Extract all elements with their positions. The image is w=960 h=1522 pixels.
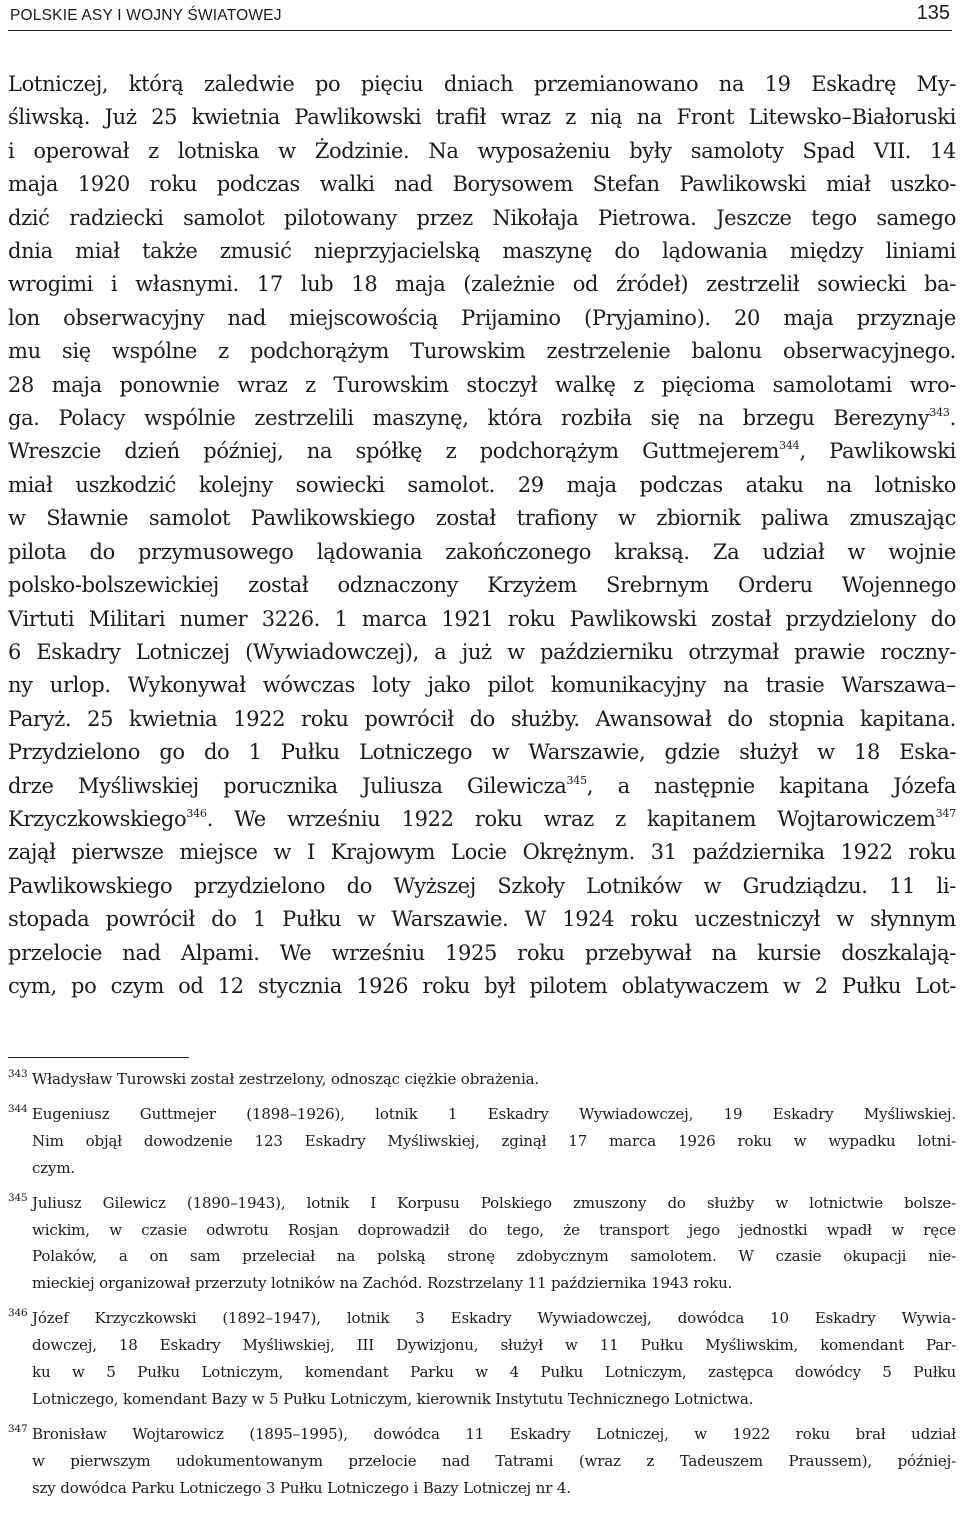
footnote-line: Józef Krzyczkowski (1892–1947), lotnik 3 Eskadry Wywiadowczej, dowódca 10 Eskadry Wywia- bbox=[32, 1309, 956, 1328]
body-text-segment: Wreszcie dzień później, na spółkę z podchorążym Guttmejerem bbox=[8, 439, 780, 464]
body-line: Lotniczej, którą zaledwie po pięciu dniach przemianowano na 19 Eskadrę My- bbox=[8, 72, 956, 96]
footnote-line: w pierwszym udokumentowanym przelocie nad Tatrami (wraz z Tadeuszem Praussem), później- bbox=[32, 1451, 956, 1470]
body-line: śliwską. Już 25 kwietnia Pawlikowski trafił wraz z nią na Front Litewsko–Białoruski bbox=[8, 105, 956, 130]
body-line: pilota do przymusowego lądowania zakończonego kraksą. Za udział w wojnie bbox=[8, 539, 956, 564]
body-line: ny urlop. Wykonywał wówczas loty jako pilot komunikacyjny na trasie Warszawa– bbox=[8, 673, 956, 698]
body-line: zajął pierwsze miejsce w I Krajowym Locie Okrężnym. 31 października 1922 roku bbox=[8, 840, 956, 865]
footnote-line: Bronisław Wojtarowicz (1895–1995), dowódca 11 Eskadry Lotniczej, w 1922 roku brał udział bbox=[32, 1424, 956, 1443]
body-line: mu się wspólne z podchorążym Turowskim zestrzelenie balonu obserwacyjnego. bbox=[8, 339, 956, 364]
body-text-segment: , a następnie kapitana Józefa bbox=[586, 773, 956, 798]
body-line bbox=[8, 402, 956, 435]
body-line: cym, po czym od 12 stycznia 1926 roku był pilotem oblatywaczem w 2 Pułku Lot- bbox=[8, 973, 956, 998]
body-line bbox=[8, 770, 956, 803]
footnote-line: czym. bbox=[32, 1158, 76, 1177]
footnote-ref-343: 343 bbox=[929, 406, 950, 420]
footnote-line: ku w 5 Pułku Lotniczym, komendant Parku w 4 Pułku Lotniczym, zastępca dowódcy 5 Pułku bbox=[32, 1363, 956, 1382]
body-line: Pawlikowskiego przydzielono do Wyższej Szkoły Lotników w Grudziądzu. 11 li- bbox=[8, 873, 956, 898]
footnote-line: Nim objął dowodzenie 123 Eskadry Myśliwskiej, zginął 17 marca 1926 roku w wypadku lotni- bbox=[32, 1131, 956, 1150]
footnote-ref-347: 347 bbox=[935, 806, 956, 820]
footnotes bbox=[8, 1066, 956, 1510]
body-line: 28 maja ponownie wraz z Turowskim stoczył walkę z pięcioma samolotami wro- bbox=[8, 372, 956, 397]
footnote-line: dowczej, 18 Eskadry Myśliwskiej, III Dywizjonu, służył w 11 Pułku Myśliwskim, komendant Par- bbox=[32, 1336, 956, 1355]
footnote-line: szy dowódca Parku Lotniczego 3 Pułku Lotniczego i Bazy Lotniczej nr 4. bbox=[32, 1478, 571, 1497]
body-line: w Sławnie samolot Pawlikowskiego został trafiony w zbiornik paliwa zmuszając bbox=[8, 506, 956, 531]
footnote-number: 343 bbox=[8, 1068, 28, 1080]
footnote-number: 347 bbox=[8, 1422, 28, 1435]
body-line: 6 Eskadry Lotniczej (Wywiadowczej), a już w październiku otrzymał prawie roczny- bbox=[8, 639, 956, 664]
body-line: wrogimi i własnymi. 17 lub 18 maja (zależnie od źródeł) zestrzelił sowiecki ba- bbox=[8, 272, 956, 297]
footnote-ref-344: 344 bbox=[779, 439, 800, 453]
body-text-segment: . bbox=[949, 406, 956, 431]
body-line: maja 1920 roku podczas walki nad Borysowem Stefan Pawlikowski miał uszko- bbox=[8, 172, 956, 197]
body-line: polsko-bolszewickiej został odznaczony Krzyżem Srebrnym Orderu Wojennego bbox=[8, 573, 956, 598]
page-number: 135 bbox=[916, 2, 950, 24]
body-line: Virtuti Militari numer 3226. 1 marca 1921 roku Pawlikowski został przydzielony do bbox=[8, 606, 956, 631]
body-line: dnia miał także zmusić nieprzyjacielską maszynę do lądowania między liniami bbox=[8, 239, 956, 264]
footnote-line: Władysław Turowski został zestrzelony, odnosząc ciężkie obrażenia. bbox=[32, 1070, 540, 1088]
body-text-segment: drze Myśliwskiej porucznika Juliusza Gilewicza bbox=[8, 773, 567, 798]
footnote-line: Polaków, a on sam przeleciał na polską stronę zdobycznym samolotem. W czasie okupacji nie- bbox=[32, 1247, 956, 1266]
page-header bbox=[8, 2, 952, 31]
body-line bbox=[8, 435, 956, 468]
footnote-line: Juliusz Gilewicz (1890–1943), lotnik I Korpusu Polskiego zmuszony do służby w lotnictwie bolsze- bbox=[32, 1193, 956, 1212]
body-line: Przydzielono go do 1 Pułku Lotniczego w Warszawie, gdzie służył w 18 Eska- bbox=[8, 740, 956, 765]
footnote-number: 345 bbox=[8, 1191, 28, 1204]
body-line: i operował z lotniska w Żodzinie. Na wyposażeniu były samoloty Spad VII. 14 bbox=[8, 138, 956, 163]
footnote-line: mieckiej organizował przerzuty lotników na Zachód. Rozstrzelany 11 października 1943 roku. bbox=[32, 1274, 733, 1293]
body-line: przelocie nad Alpami. We wrześniu 1925 roku przebywał na kursie doszkalają- bbox=[8, 940, 956, 965]
footnote-number: 346 bbox=[8, 1307, 28, 1320]
body-line: Paryż. 25 kwietnia 1922 roku powrócił do służby. Awansował do stopnia kapitana. bbox=[8, 706, 956, 731]
footnote-344 bbox=[8, 1101, 956, 1182]
body-text-segment: . We wrześniu 1922 roku wraz z kapitanem Wojtarowiczem bbox=[206, 806, 936, 831]
footnote-346 bbox=[8, 1305, 956, 1413]
running-title: POLSKIE ASY I WOJNY ŚWIATOWEJ bbox=[10, 7, 282, 24]
footnote-line: Lotniczego, komendant Bazy w 5 Pułku Lotniczym, kierownik Instytutu Technicznego Lotnictwa. bbox=[32, 1389, 754, 1408]
body-line: miał uszkodzić kolejny sowiecki samolot. 29 maja podczas ataku na lotnisko bbox=[8, 472, 956, 497]
footnote-ref-346: 346 bbox=[186, 806, 207, 820]
body-text-segment: ga. Polacy wspólnie zestrzelili maszynę, która rozbiła się na brzegu Berezyny bbox=[8, 406, 930, 431]
body-text-segment: Krzyczkowskiego bbox=[8, 806, 187, 831]
footnote-line: Eugeniusz Guttmejer (1898–1926), lotnik 1 Eskadry Wywiadowczej, 19 Eskadry Myśliwskiej. bbox=[32, 1104, 956, 1123]
footnote-345 bbox=[8, 1190, 956, 1298]
body-line: dzić radziecki samolot pilotowany przez Nikołaja Pietrowa. Jeszcze tego samego bbox=[8, 205, 956, 230]
footnote-line: wickim, w czasie odwrotu Rosjan doprowadził do tego, że transport jego jednostki wpadł w ręce bbox=[32, 1220, 956, 1239]
footnote-separator bbox=[8, 1057, 189, 1058]
body-line bbox=[8, 803, 956, 836]
footnote-343 bbox=[8, 1066, 956, 1093]
footnote-ref-345: 345 bbox=[566, 773, 587, 787]
body-line: lon obserwacyjny nad miejscowością Prijamino (Pryjamino). 20 maja przyznaje bbox=[8, 305, 956, 330]
body-line: stopada powrócił do 1 Pułku w Warszawie. W 1924 roku uczestniczył w słynnym bbox=[8, 907, 956, 932]
body-text bbox=[8, 68, 956, 1003]
footnote-347 bbox=[8, 1421, 956, 1502]
body-text-segment: , Pawlikowski bbox=[799, 439, 956, 464]
footnote-number: 344 bbox=[8, 1102, 28, 1115]
